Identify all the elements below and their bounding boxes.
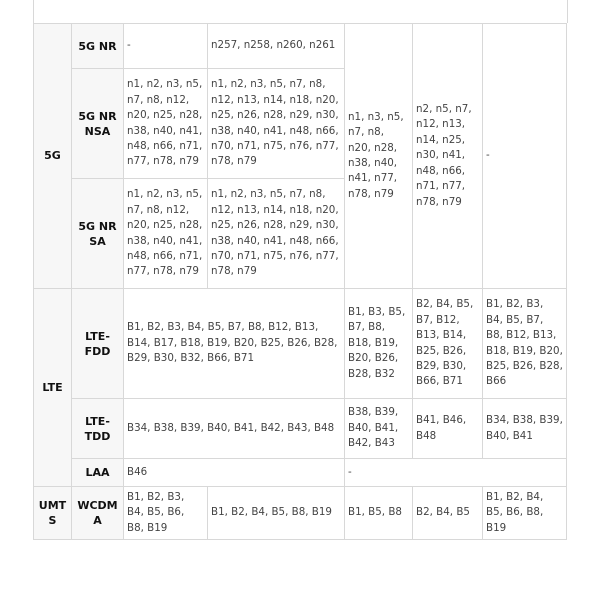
cell-wcdma-c2: B1, B2, B4, B5, B8, B19 (208, 487, 345, 540)
cell-lte-tdd-c12: B34, B38, B39, B40, B41, B42, B43, B48 (124, 399, 345, 459)
cell-5g-nsa-c2: n1, n2, n3, n5, n7, n8, n12, n13, n14, n18, n20, n25, n26, n28, n29, n30, n38, n40, n41, n48, n66, n70, n71, n75, n76, n77, n78, n79 (208, 69, 345, 179)
cell-wcdma-c3: B1, B5, B8 (345, 487, 413, 540)
cell-lte-tdd-c3: B38, B39, B40, B41, B42, B43 (345, 399, 413, 459)
cell-lte-fdd-c3: B1, B3, B5, B7, B8, B18, B19, B20, B26, B28, B32 (345, 289, 413, 399)
sub-5g-nr-nsa-label: 5G NR NSA (72, 69, 124, 179)
cell-5g-nsa-c1: n1, n2, n3, n5, n7, n8, n12, n20, n25, n28, n38, n40, n41, n48, n66, n71, n77, n78, n79 (124, 69, 208, 179)
tech-umts-label: UMTS (34, 487, 72, 540)
cell-5g-nr-c1: - (124, 24, 208, 69)
tech-lte-label: LTE (34, 289, 72, 487)
cell-5g-c3: n1, n3, n5, n7, n8, n20, n28, n38, n40, n41, n77, n78, n79 (345, 24, 413, 289)
sub-lte-fdd-label: LTE-FDD (72, 289, 124, 399)
sub-lte-tdd-label: LTE-TDD (72, 399, 124, 459)
cell-5g-sa-c2: n1, n2, n3, n5, n7, n8, n12, n13, n14, n18, n20, n25, n26, n28, n29, n30, n38, n40, n41, n48, n66, n70, n71, n75, n76, n77, n78, n79 (208, 179, 345, 289)
table-row (34, 24, 567, 69)
tech-5g-label: 5G (34, 24, 72, 289)
cell-5g-nr-c2: n257, n258, n260, n261 (208, 24, 345, 69)
cell-lte-fdd-c4: B2, B4, B5, B7, B12, B13, B14, B25, B26, B29, B30, B66, B71 (413, 289, 483, 399)
sub-5g-nr-label: 5G NR (72, 24, 124, 69)
cell-wcdma-c1: B1, B2, B3, B4, B5, B6, B8, B19 (124, 487, 208, 540)
cell-wcdma-c5: B1, B2, B4, B5, B6, B8, B19 (483, 487, 567, 540)
cell-lte-fdd-c12: B1, B2, B3, B4, B5, B7, B8, B12, B13, B14, B17, B18, B19, B20, B25, B26, B28, B29, B30, B32, B66, B71 (124, 289, 345, 399)
cell-lte-fdd-c5: B1, B2, B3, B4, B5, B7, B8, B12, B13, B18, B19, B20, B25, B26, B28, B66 (483, 289, 567, 399)
cell-lte-tdd-c4: B41, B46, B48 (413, 399, 483, 459)
cell-5g-c5: - (483, 24, 567, 289)
table-row (34, 459, 567, 487)
table-top-edge (33, 0, 568, 23)
cell-lte-tdd-c5: B34, B38, B39, B40, B41 (483, 399, 567, 459)
sub-5g-nr-sa-label: 5G NR SA (72, 179, 124, 289)
table-row (34, 289, 567, 399)
cell-5g-c4: n2, n5, n7, n12, n13, n14, n25, n30, n41, n48, n66, n71, n77, n78, n79 (413, 24, 483, 289)
band-support-table (33, 23, 567, 540)
cell-5g-sa-c1: n1, n2, n3, n5, n7, n8, n12, n20, n25, n28, n38, n40, n41, n48, n66, n71, n77, n78, n79 (124, 179, 208, 289)
sub-laa-label: LAA (72, 459, 124, 487)
table-row (34, 399, 567, 459)
table-row (34, 487, 567, 540)
cell-wcdma-c4: B2, B4, B5 (413, 487, 483, 540)
cell-laa-c345: - (345, 459, 567, 487)
cell-laa-c12: B46 (124, 459, 345, 487)
sub-wcdma-label: WCDMA (72, 487, 124, 540)
